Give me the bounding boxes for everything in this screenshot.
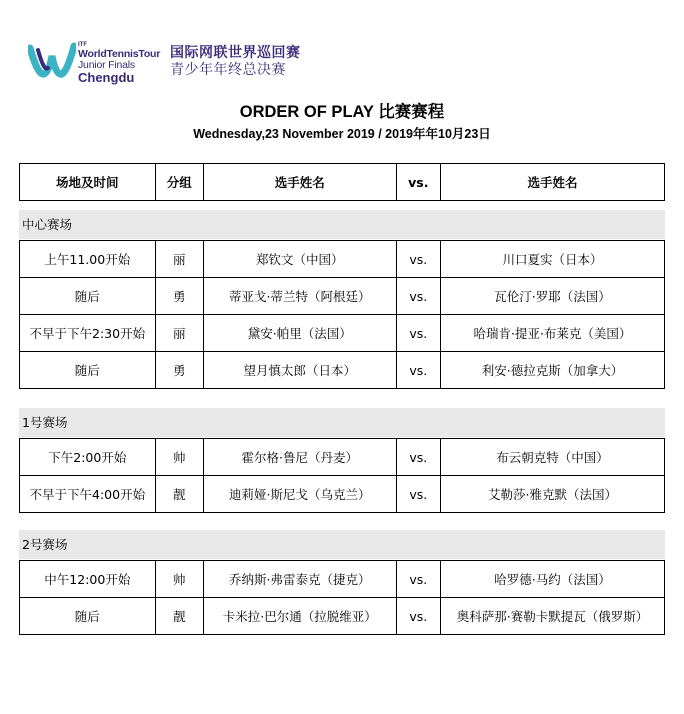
- player-b: 布云朝克特（中国）: [440, 439, 664, 476]
- player-b: 奥科萨那·赛勒卡默提瓦（俄罗斯）: [440, 598, 664, 635]
- header-player-b: 选手姓名: [440, 164, 664, 201]
- match-time: 不早于下午4:00开始: [20, 476, 156, 513]
- player-b: 艾勒莎·雅克默（法国）: [440, 476, 664, 513]
- section-title: 2号赛场: [19, 530, 665, 559]
- match-time: 下午2:00开始: [20, 439, 156, 476]
- event-logo: [28, 40, 318, 86]
- player-a: 霍尔格·鲁尼（丹麦）: [203, 439, 396, 476]
- section-title: 中心赛场: [19, 210, 665, 239]
- match-time: 随后: [20, 278, 156, 315]
- header-group: 分组: [155, 164, 203, 201]
- header-player-a: 选手姓名: [203, 164, 396, 201]
- match-row: [20, 352, 665, 389]
- match-group: 勇: [155, 352, 203, 389]
- match-vs: vs.: [396, 598, 440, 635]
- match-row: [20, 241, 665, 278]
- match-group: 靓: [155, 476, 203, 513]
- match-row: [20, 598, 665, 635]
- page-title: ORDER OF PLAY 比赛赛程: [239, 103, 445, 121]
- match-group: 丽: [155, 315, 203, 352]
- match-row: [20, 315, 665, 352]
- match-time: 不早于下午2:30开始: [20, 315, 156, 352]
- match-row: [20, 278, 665, 315]
- logo-junior-finals: Junior Finals: [78, 59, 135, 71]
- player-b: 哈瑞肯·提亚·布莱克（美国）: [440, 315, 664, 352]
- logo-chinese-text: [170, 45, 301, 79]
- logo-world-tennis-tour: WorldTennisTour: [78, 48, 161, 60]
- player-b: 哈罗德·马约（法国）: [440, 561, 664, 598]
- match-row: [20, 476, 665, 513]
- logo-cn-line1: 国际网联世界巡回赛: [170, 45, 301, 61]
- match-vs: vs.: [396, 241, 440, 278]
- match-group: 丽: [155, 241, 203, 278]
- player-a: 郑钦文（中国）: [203, 241, 396, 278]
- match-time: 随后: [20, 598, 156, 635]
- logo-itf: ITF: [78, 42, 87, 48]
- player-a: 迪莉娅·斯尼戈（乌克兰）: [203, 476, 396, 513]
- match-vs: vs.: [396, 315, 440, 352]
- match-time: 上午11.00开始: [20, 241, 156, 278]
- match-vs: vs.: [396, 439, 440, 476]
- match-group: 勇: [155, 278, 203, 315]
- logo-english-text: [78, 42, 160, 84]
- header-venue-time: 场地及时间: [20, 164, 156, 201]
- page-date: Wednesday,23 November 2019 / 2019年年10月23日: [193, 127, 491, 141]
- header-row: [20, 164, 665, 201]
- player-b: 利安·德拉克斯（加拿大）: [440, 352, 664, 389]
- match-vs: vs.: [396, 278, 440, 315]
- header-table: [19, 163, 665, 201]
- match-time: 中午12:00开始: [20, 561, 156, 598]
- match-vs: vs.: [396, 476, 440, 513]
- wtt-w-logo-icon: [28, 42, 76, 80]
- logo-cn-line2: 青少年年终总决赛: [170, 62, 286, 78]
- header-vs: vs.: [396, 164, 440, 201]
- logo-city: Chengdu: [78, 70, 135, 85]
- match-row: [20, 439, 665, 476]
- match-group: 帅: [155, 561, 203, 598]
- player-b: 川口夏实（日本）: [440, 241, 664, 278]
- match-vs: vs.: [396, 352, 440, 389]
- schedule-table: [19, 438, 665, 513]
- player-a: 乔纳斯·弗雷泰克（捷克）: [203, 561, 396, 598]
- match-time: 随后: [20, 352, 156, 389]
- match-group: 帅: [155, 439, 203, 476]
- player-a: 黛安·帕里（法国）: [203, 315, 396, 352]
- schedule-table: [19, 560, 665, 635]
- match-row: [20, 561, 665, 598]
- match-group: 靓: [155, 598, 203, 635]
- player-b: 瓦伦汀·罗耶（法国）: [440, 278, 664, 315]
- player-a: 望月慎太郎（日本）: [203, 352, 396, 389]
- schedule-table: [19, 240, 665, 389]
- player-a: 卡米拉·巴尔通（拉脱维亚）: [203, 598, 396, 635]
- section-title: 1号赛场: [19, 408, 665, 437]
- match-vs: vs.: [396, 561, 440, 598]
- player-a: 蒂亚戈·蒂兰特（阿根廷）: [203, 278, 396, 315]
